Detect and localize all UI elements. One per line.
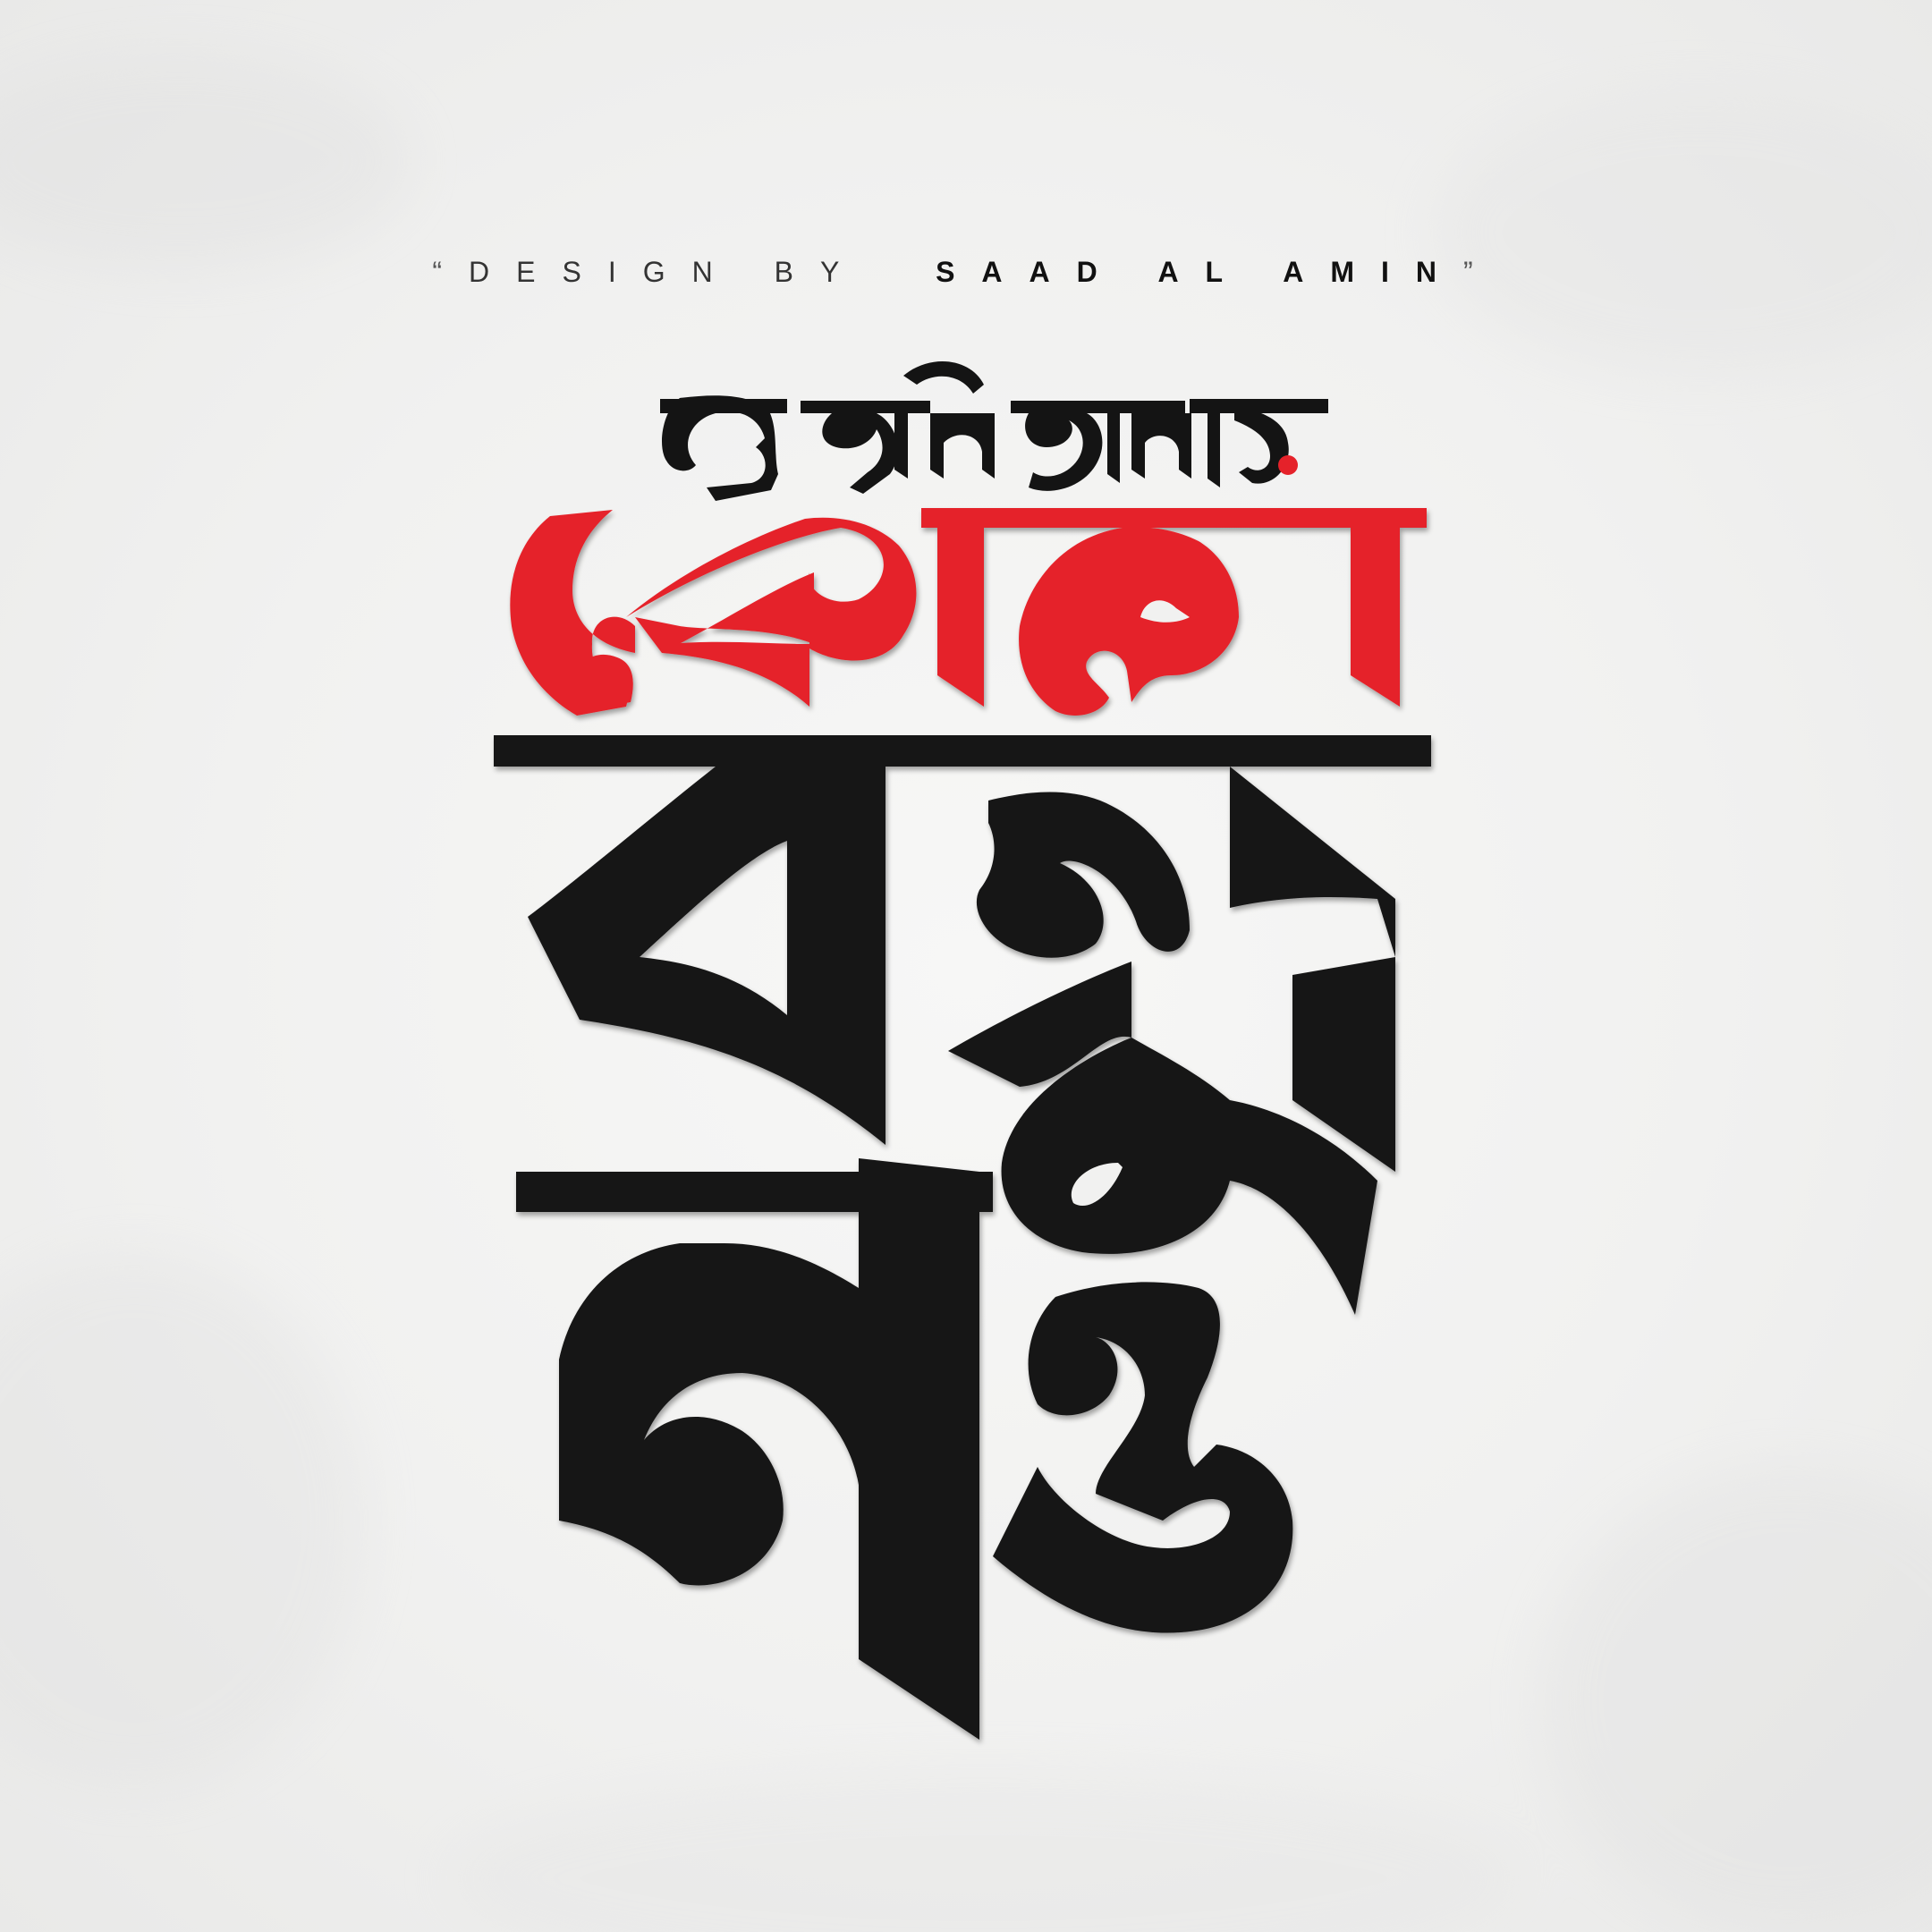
lettering-line3-bottom: [516, 1158, 1292, 1740]
open-quote: “: [432, 256, 470, 288]
close-quote: ”: [1462, 256, 1500, 288]
lettering-line1: [660, 361, 1328, 501]
lettering-line2: [510, 508, 1427, 716]
credit-label: DESIGN BY: [469, 256, 867, 288]
designer-name: SAAD AL AMIN: [936, 256, 1463, 288]
